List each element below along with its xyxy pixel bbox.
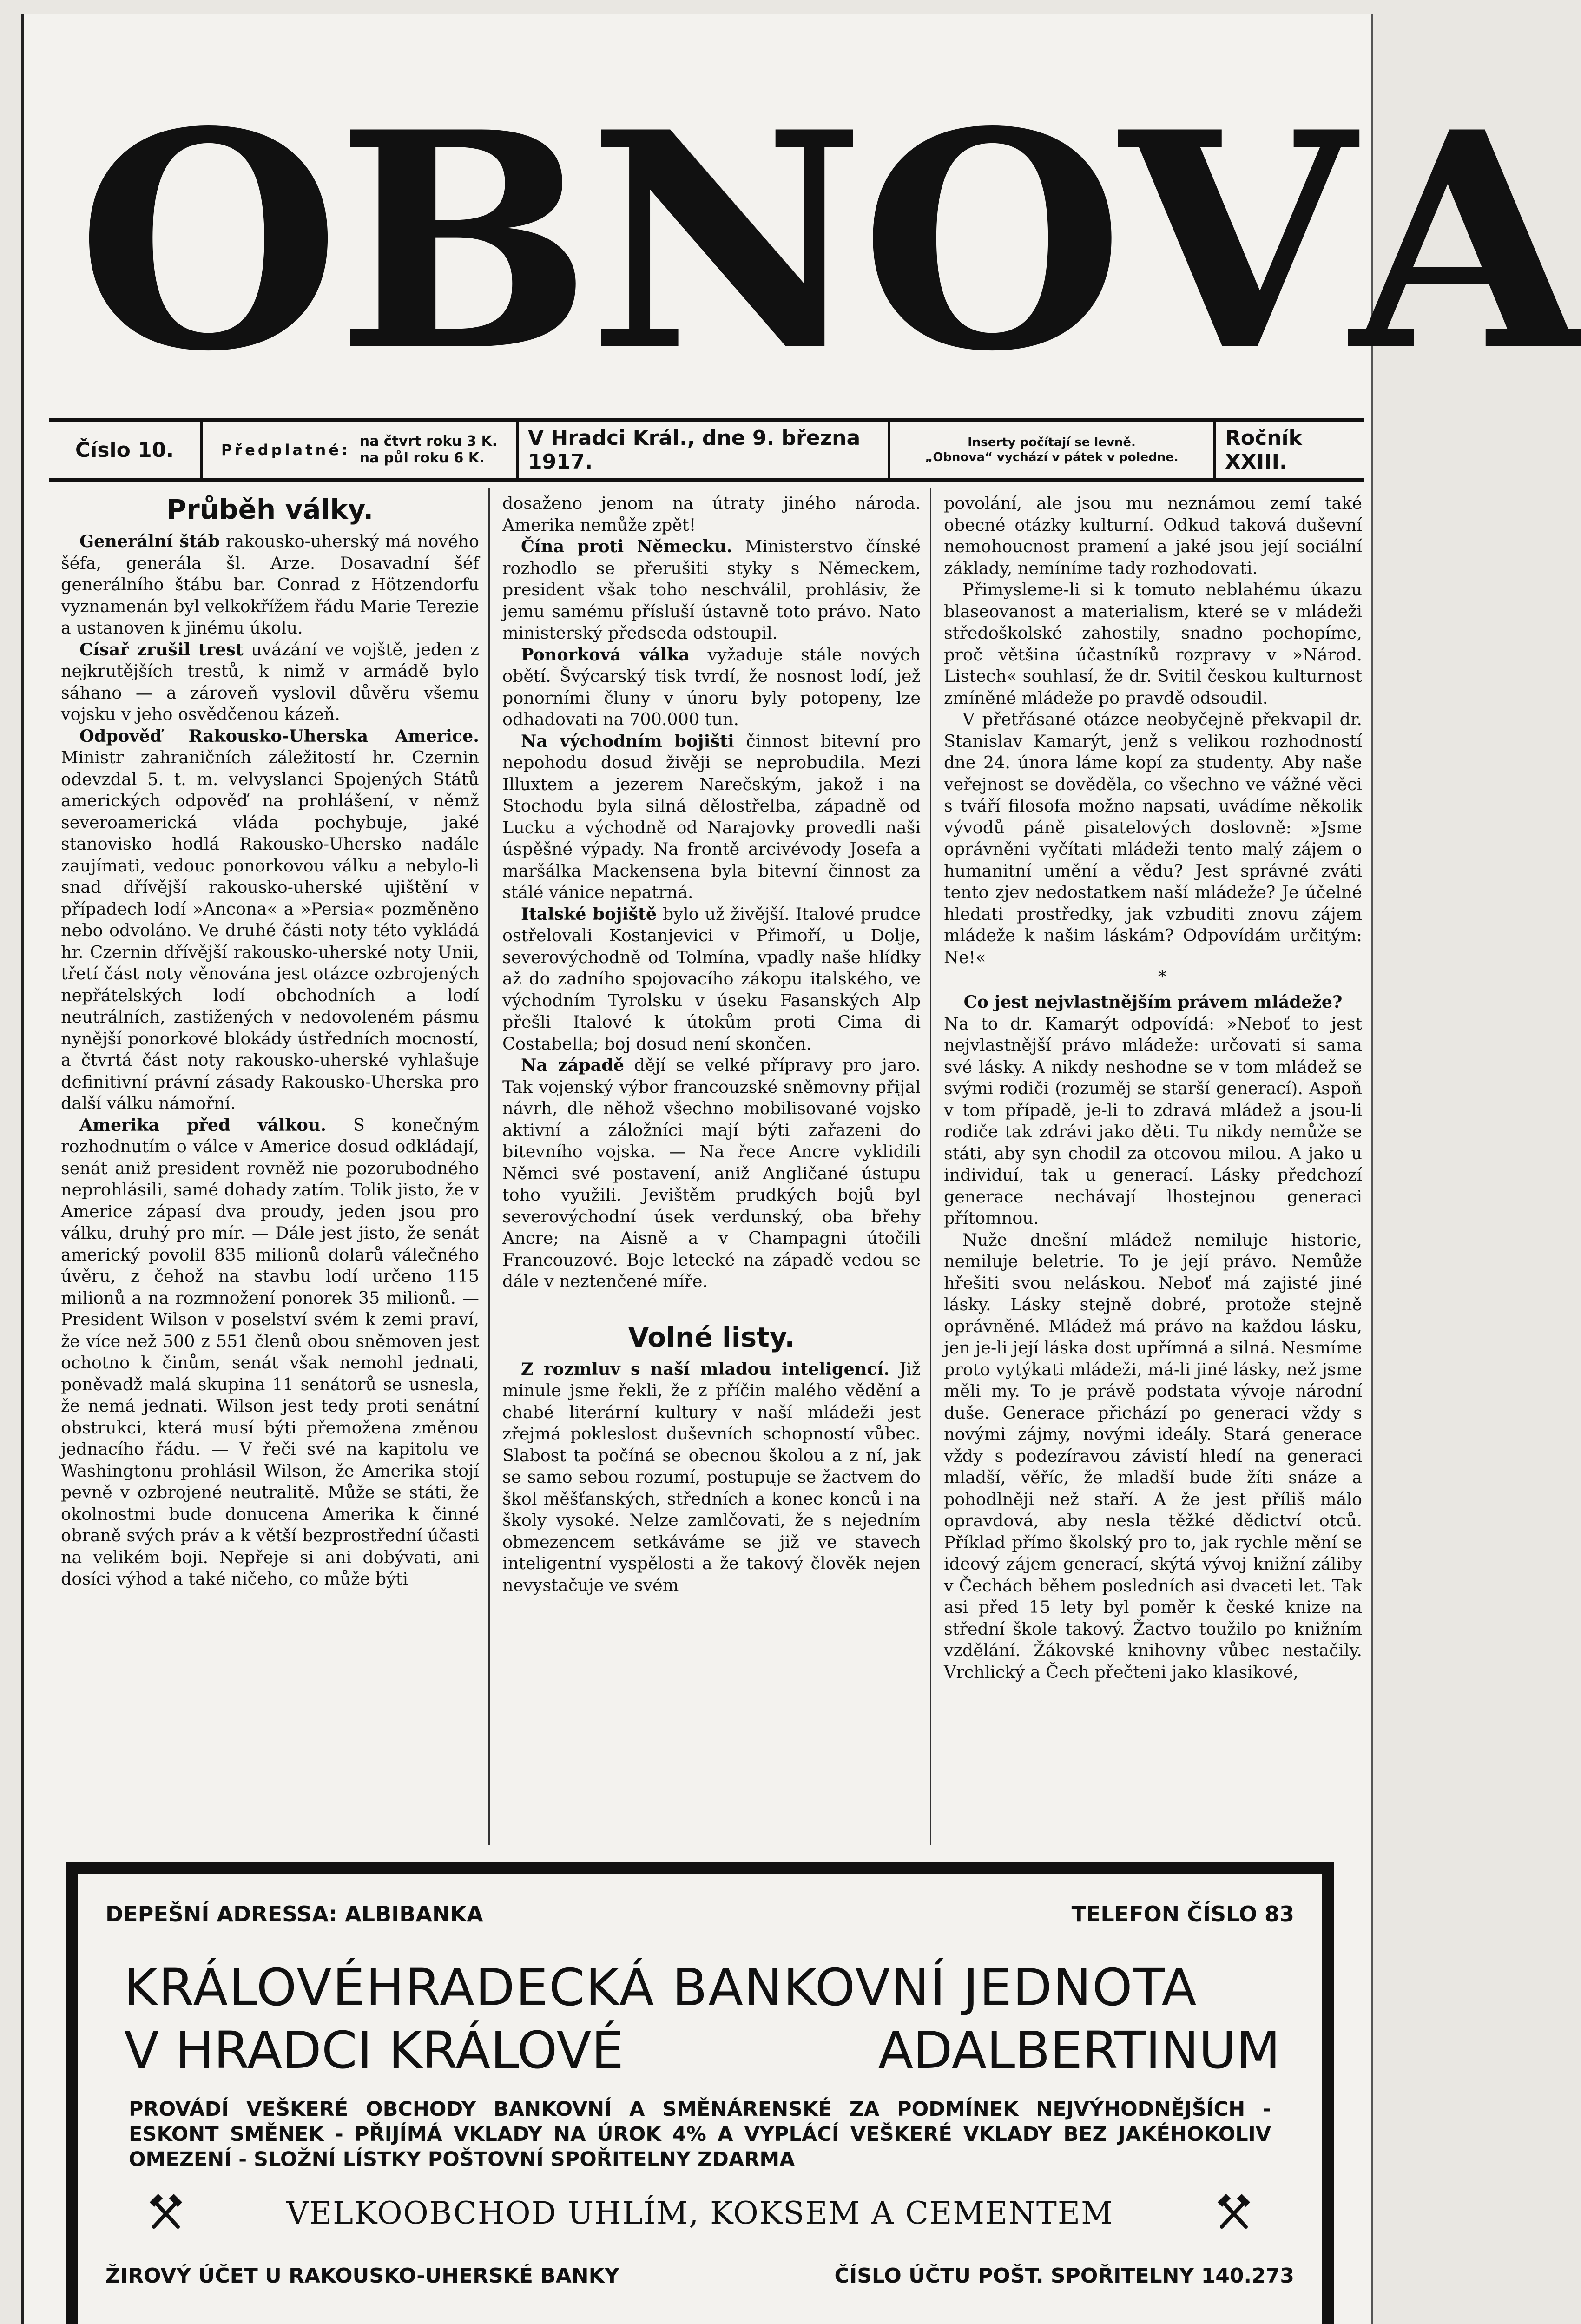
crossed-hammers-icon bbox=[1215, 2194, 1252, 2232]
paragraph-text: činnost bitevní pro nepohodu dosud živěji se neprobudila. Mezi Illuxtem a jezerem Narečským, jakož i na Stochodu byla silná dělostřelba, západně od Lucku a východně od Narajovky provedli naši úspěšné výpady. Na frontě arcivévody Josefa a maršálka Mackensena byla bitevní činnost za stálé vánice nepatrná. bbox=[502, 731, 921, 902]
ad-postal-account: ČÍSLO ÚČTU POŠT. SPOŘITELNY 140.273 bbox=[834, 2264, 1294, 2288]
paragraph-text: uvázání ve vojště, jeden z nejkrutějších trestů, k nimž v armádě bylo sáhano — a zároveň vyslovil důvěru všemu vojsku v jeho osvědčenou kázeň. bbox=[61, 639, 479, 724]
paragraph-lead: Císař zrušil trest bbox=[79, 639, 244, 660]
paragraph-text: dosaženo jenom na útraty jiného národa. Amerika nemůže zpět! bbox=[502, 493, 921, 535]
paragraph-lead: Amerika před válkou. bbox=[79, 1115, 327, 1135]
paragraph-lead: Na západě bbox=[521, 1055, 625, 1075]
subscription-box bbox=[203, 422, 519, 478]
ad-panel bbox=[78, 1874, 1322, 2324]
column-divider bbox=[930, 488, 931, 1845]
article-paragraph: Nuže dnešní mládež nemiluje historie, nemiluje beletrie. To je její právo. Nemůže hřešiti svou neláskou. Neboť má zajisté jiné lásky. Lásky stejně dobré, protože stejně oprávněné. Mládež má právo na každou lásku, jen je-li její láska dost upřímná a silná. Nesmíme proto vytýkati mládeži, má-li jiné lásky, než jsme měli my. To je právě podstata vývoje národní duše. Generace přichází po generaci vždy s novými zájmy, novými ideály. Stará generace vždy s podezíravou závistí hledí na generaci mladší, věříc, že mladší bude žíti snáze a pohodlněji než staří. A že jest příliš málo opravdová, aby nesla těžké dědictví otců. Příklad přímo školský pro to, jak rychle mění se ideový zájem generací, skýtá vývoj knižní záliby v Čechách během posledních asi dvaceti let. Tak asi před 15 lety byl poměr k české knize na střední škole takový. Žactvo toužilo po knižním vzdělání. Žákovské knihovny vůbec nestačily. Vrchlický a Čech přečteni jako klasikové, bbox=[944, 1229, 1362, 1682]
ad-phone: TELEFON ČÍSLO 83 bbox=[1071, 1901, 1294, 1927]
paragraph-lead: Italské bojiště bbox=[521, 904, 657, 924]
issue-number: Číslo 10. bbox=[49, 422, 203, 478]
paragraph-lead: Z rozmluv s naší mladou inteligencí. bbox=[521, 1359, 890, 1379]
masthead-letter: O bbox=[860, 67, 1120, 416]
ad-footer-row bbox=[105, 2264, 1294, 2288]
ad-bank-name: KRÁLOVÉHRADECKÁ BANKOVNÍ JEDNOTA bbox=[124, 1958, 1198, 2017]
article-paragraph bbox=[61, 531, 479, 639]
article-paragraph bbox=[502, 644, 921, 731]
article-paragraph bbox=[502, 1055, 921, 1293]
paragraph-text: Ministerstvo čínské rozhodlo se přerušiti styky s Německem, president však toho neschválil, prohlásiv, že jemu samému přísluší ústavně toto právo. Nato ministerský předseda odstoupil. bbox=[502, 536, 921, 643]
paragraph-text: rakousko-uherský má nového šéfa, generála šl. Arze. Dosavadní šéf generálního štábu bar. Conrad z Hötzendorfu vyznamenán byl velkokřížem řádu Marie Terezie a ustanoven k jinému úkolu. bbox=[61, 531, 480, 638]
article-paragraph bbox=[61, 726, 479, 1115]
ad-coal-text: VELKOOBCHOD UHLÍM, KOKSEM A CEMENTEM bbox=[286, 2195, 1113, 2231]
ad-city: V HRADCI KRÁLOVÉ bbox=[124, 2020, 624, 2080]
article-paragraph: Na to dr. Kamarýt odpovídá: »Neboť to jest nejvlastnější právo mládeže: určovati si sama své lásky. A nikdy neshodne se v tom mládež se svými rodiči (rozuměj se starší generací). Aspoň v tom případě, je-li to zdravá mládež a jsou-li rodiče tak zdrávi jako děti. Tu nikdy nemůže se státi, aby syn chodil za otcovou milou. A jako u individuí, tak u generací. Lásky předchozí generace nechávají lhostejnou generaci přítomnou. bbox=[944, 1013, 1362, 1228]
subheading-question: Co jest nejvlastnějším právem mládeže? bbox=[963, 992, 1343, 1012]
ad-services: PROVÁDÍ VEŠKERÉ OBCHODY BANKOVNÍ A SMĚNÁRENSKÉ ZA PODMÍNEK NEJVÝHODNĚJŠÍCH - ESKONT SMĚNEK - PŘIJÍMÁ VKLADY NA ÚROK 4% A VYPLÁCÍ VEŠKERÉ VKLADY BEZ JAKÉHOKOLIV OMEZENÍ - SLOŽNÍ LÍSTKY POŠTOVNÍ SPOŘITELNY ZDARMA bbox=[129, 2098, 1271, 2171]
article-paragraph: V přetřásané otázce neobyčejně překvapil dr. Stanislav Kamarýt, jenž s velikou rozhodností dne 24. února láme kopí za studenty. Aby naše veřejnost se dověděla, co všechno ve vážné věci s tváří filosofa možno napsati, uvádíme několik vývodů páně pisatelových doslovně: »Jsme oprávněni vyčítati mládeži tento malý zájem o humanitní umění a vědu? Jest správné zváti tento zjev nedostatkem naší mládeže? Je účelné hledati prostředky, jak vzbuditi znovu zájem mládeže k našim láskám? Odpovídám určitým: Ne!« bbox=[944, 709, 1362, 967]
article-paragraph bbox=[61, 1115, 479, 1590]
column-3 bbox=[944, 493, 1362, 1850]
separator-star: * bbox=[1158, 968, 1166, 987]
column-divider bbox=[488, 488, 490, 1845]
paragraph-text: Již minule jsme řekli, že z příčin malého vědění a chabé literární kultury v naší mládeži jest zřejmá pokleslost duševních schopností vůbec. Slabost ta počíná se obecnou školou a z ní, jak se samo sebou rozumí, postupuje se žactvem do škol měšťanských, středních a konec konců i na školy vysoké. Nelze zamlčovati, že s nejedním obmezencem setkáváme se již ve stavech inteligentní vyspělosti a že takový člověk nejen nevystačuje ve svém bbox=[502, 1359, 921, 1595]
column-1 bbox=[61, 493, 479, 1850]
article-paragraph bbox=[61, 639, 479, 726]
paragraph-lead: Na východním bojišti bbox=[521, 731, 734, 751]
subscription-prices bbox=[360, 433, 497, 467]
masthead-letter: N bbox=[587, 67, 861, 416]
issue-date: V Hradci Král., dne 9. března 1917. bbox=[519, 422, 890, 478]
newspaper-page bbox=[21, 14, 1581, 2324]
paragraph-text: dějí se velké přípravy pro jaro. Tak vojenský výbor francouzské sněmovny přijal návrh, dle něhož všechno mobilisované vojsko aktivní a záložníci mají býti zařazeni do bitevního vojska. — Na řece Ancre vyklidili Němci své postavení, aniž Angličané ústupu toho využili. Jevištěm prudkých bojů byl severovýchodní úsek verdunský, oba břehy Ancre; na Aisně a v Champagni útočili Francouzové. Boje letecké na západě vedou se dále v neztenčené míře. bbox=[502, 1055, 921, 1291]
paragraph-lead: Ponorková válka bbox=[521, 644, 690, 665]
paragraph-text: S konečným rozhodnutím o válce v Americe dosud odkládají, senát aniž president rovněž nie pozorubodného neprohlásili, samé dohady zatím. Tolik jisto, že v Americe zápasí dva proudy, jeden jsou pro válku, druhý pro mír. — Dále jest jisto, že senát americký povolil 835 milionů dolarů válečného úvěru, z čehož na stavbu lodí určeno 115 milionů a na rozmnožení ponorek 35 milionů. — President Wilson v poselství svém k zemi praví, že více než 500 z 551 členů obou sněmoven jest ochotno k činům, senát však nemohl jednati, poněvadž malá skupina 11 senátorů se usnesla, že nemá jednati. Wilson jest tedy proti senátní obstrukci, která musí býti přemožena změnou jednacího řádu. — V řeči své na kapitolu ve Washingtonu prohlásil Wilson, že Amerika stojí pevně v ozbrojené neutralitě. Může se státi, že okolnostmi bude donucena Amerika k činné obraně svých práv a k větší bezprostřední účasti na velikém boji. Nepřeje si ani dobývati, ani dosíci výhod a také ničeho, co může býti bbox=[61, 1115, 479, 1589]
masthead-letter: O bbox=[76, 67, 336, 416]
article-paragraph: Přimysleme-li si k tomuto neblahému úkazu blaseovanost a materialism, které se v mládeži středoškolské zahostily, snadno pochopíme, proč většina účastníků rozpravy v »Národ. Listech« souhlasí, že dr. Svitil českou kulturnost zmíněné mládeže po pravdě odsoudil. bbox=[944, 580, 1362, 708]
masthead-title bbox=[76, 67, 1581, 416]
column-2 bbox=[502, 493, 921, 1850]
crossed-hammers-icon bbox=[147, 2194, 184, 2232]
price-quarter: na čtvrt roku 3 K. bbox=[359, 433, 498, 449]
ad-building: ADALBERTINUM bbox=[878, 2020, 1280, 2080]
subscription-label: Předplatné: bbox=[221, 441, 350, 459]
bank-advertisement bbox=[66, 1862, 1334, 2324]
paragraph-lead: Generální štáb bbox=[79, 531, 220, 551]
section-heading-letters: Volné listy. bbox=[628, 1321, 795, 1353]
volume-number: Ročník XXIII. bbox=[1225, 426, 1302, 474]
price-half: na půl roku 6 K. bbox=[359, 450, 485, 466]
ad-giro-account: ŽIROVÝ ÚČET U RAKOUSKO-UHERSKÉ BANKY bbox=[105, 2264, 619, 2288]
paragraph-lead: Čína proti Německu. bbox=[521, 536, 732, 556]
article-paragraph bbox=[502, 904, 921, 1055]
paragraph-text: vyžaduje stále nových obětí. Švýcarský tisk tvrdí, že nosnost lodí, jež ponorními čluny v únoru byly potopeny, lze odhadovati na 700.000 tun. bbox=[502, 644, 921, 729]
ad-telegraph-address: DEPEŠNÍ ADRESSA: ALBIBANKA bbox=[105, 1901, 483, 1927]
paragraph-text: bylo už živější. Italové prudce ostřelovali Kostanjevici v Přimoří, u Dolje, severovýchodně od Tolmína, vpadly naše hlídky až do zadního spojovacího zákopu italského, ve východním Tyrolsku v úseku Fasanských Alp přešli Italové k útokům proti Cima di Costabella; boj dosud není skončen. bbox=[502, 904, 921, 1054]
ad-coal-row bbox=[147, 2194, 1252, 2232]
article-paragraph bbox=[502, 731, 921, 904]
masthead-letter: A bbox=[1350, 67, 1581, 416]
article-paragraph: povolání, ale jsou mu neznámou zemí také obecné otázky kulturní. Odkud taková duševní nemohoucnost pramení a jaké jsou její sociální základy, nemíníme tady rozhodovati. bbox=[944, 493, 1362, 578]
ads-line-2: „Obnova“ vychází v pátek v poledne. bbox=[925, 450, 1179, 464]
masthead-letter: B bbox=[336, 67, 588, 416]
issue-info-bar bbox=[49, 418, 1364, 482]
paragraph-lead: Odpověď Rakousko-Uherska Americe. bbox=[79, 726, 479, 746]
article-paragraph bbox=[502, 493, 921, 536]
ads-note bbox=[890, 422, 1216, 478]
ad-header-row bbox=[105, 1901, 1294, 1927]
article-paragraph bbox=[502, 536, 921, 644]
article-paragraph bbox=[502, 1359, 921, 1597]
ads-line-1: Inserty počítají se levně. bbox=[968, 436, 1136, 449]
section-heading-war: Průběh války. bbox=[166, 494, 374, 525]
masthead-letter: V bbox=[1120, 67, 1350, 416]
paragraph-text: Ministr zahraničních záležitostí hr. Czernin odevzdal 5. t. m. velvyslanci Spojených Států amerických odpověď na prohlášení, v němž severoamerická vláda pochybuje, jaké stanovisko hodlá Rakousko-Uhersko nadále zaujímati, vedouc ponorkovou válku a nebylo-li snad dřívější rakousko-uherské ujištění v případech lodí »Ancona« a »Persia« pozměněno nebo odvoláno. Ve druhé části noty této vykládá hr. Czernin dřívější rakousko-uherské noty Unii, třetí část noty věnována jest otázce ozbrojených nepřátelských lodí obchodních a lodí neutrálních, zastižených v nedovoleném pásmu nynější ponorkové blokády ústředních mocností, a čtvrtá část noty rakousko-uherské vyhlašuje definitivní právní zásady Rakousko-Uherska pro další válku námořní. bbox=[61, 747, 479, 1113]
